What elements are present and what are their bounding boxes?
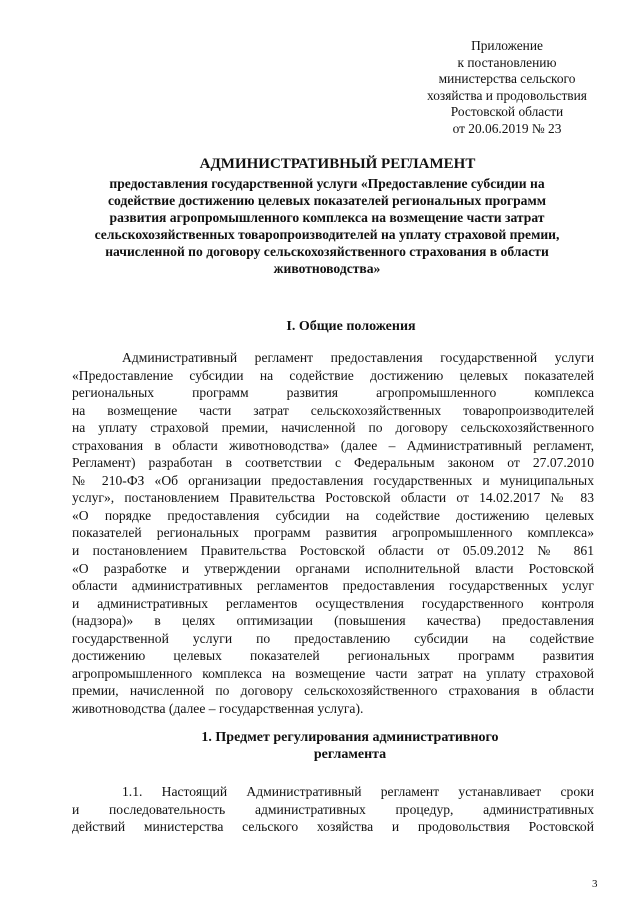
paragraph-line: Административный регламент предоставления государственной услуги: [122, 350, 594, 365]
paragraph-line: на уплату страховой премии, начисленной по договору сельскохозяйственного: [72, 420, 594, 436]
paragraph-line: «О разработке и утверждении органами исполнительной власти Ростовской: [72, 560, 594, 576]
document-subtitle: [62, 175, 592, 278]
appendix-line: Приложение: [471, 38, 543, 53]
subsection-heading-line: регламента: [313, 747, 387, 762]
section-paragraph: [72, 349, 594, 717]
paragraph-line: области административных регламентов предоставления государственных услуг: [72, 578, 594, 594]
subtitle-line: животноводства»: [273, 261, 381, 277]
subsection-paragraph: [72, 783, 594, 836]
subtitle-line: развития агропромышленного комплекса на возмещение части затрат: [109, 210, 545, 226]
paragraph-line: «Предоставление субсидии на содействие достижению целевых показателей: [72, 367, 594, 383]
paragraph-line: Регламент) разработан в соответствии с Федеральным законом от 27.07.2010: [72, 455, 594, 471]
paragraph-line: 1.1. Настоящий Административный регламент устанавливает сроки: [122, 784, 594, 799]
appendix-line: Ростовской области: [450, 104, 564, 120]
appendix-line: хозяйства и продовольствия: [427, 87, 587, 103]
section-heading: I. Общие положения: [286, 319, 416, 334]
paragraph-line: животноводства (далее – государственная услуга).: [72, 700, 364, 716]
paragraph-line: услуг», постановлением Правительства Ростовской области от 14.02.2017 № 83: [72, 490, 594, 506]
paragraph-line: и административных регламентов осуществления государственного контроля: [72, 595, 594, 611]
paragraph-line: действий министерства сельского хозяйства и продовольствия Ростовской: [72, 819, 594, 835]
subsection-heading-line: 1. Предмет регулирования административного: [201, 730, 499, 745]
subtitle-line: предоставления государственной услуги «Предоставление субсидии на: [109, 176, 545, 191]
appendix-line: министерства сельского: [438, 71, 576, 87]
paragraph-line: на возмещение части затрат сельскохозяйственных товаропроизводителей: [72, 402, 594, 418]
appendix-line: от 20.06.2019 № 23: [452, 120, 562, 136]
paragraph-line: «О порядке предоставления субсидии на содействие достижению целевых: [72, 507, 594, 523]
appendix-line: к постановлению: [457, 54, 557, 70]
paragraph-line: страхования в области животноводства» (далее – Административный регламент,: [72, 437, 594, 453]
subsection-heading: [0, 729, 640, 763]
paragraph-line: достижению целевых показателей региональных программ развития: [72, 648, 594, 664]
subtitle-line: содействие достижению целевых показателей региональных программ: [108, 193, 546, 209]
paragraph-line: государственной услуги по предоставлению субсидии на содействие: [72, 630, 594, 646]
paragraph-line: (надзора)» в целях оптимизации (повышения качества) предоставления: [72, 613, 594, 629]
paragraph-line: показателей региональных программ развития агропромышленного комплекса»: [72, 525, 594, 541]
page-number: 3: [592, 878, 598, 890]
document-title: АДМИНИСТРАТИВНЫЙ РЕГЛАМЕНТ: [199, 156, 476, 172]
appendix-block: [392, 38, 622, 138]
paragraph-line: региональных программ развития агропромышленного комплекса: [72, 385, 594, 401]
paragraph-line: и последовательность административных процедур, административных: [72, 801, 594, 817]
paragraph-line: агропромышленного комплекса на возмещение части затрат на уплату страховой: [72, 665, 594, 681]
subtitle-line: начисленной по договору сельскохозяйственного страхования в области: [105, 244, 549, 260]
paragraph-line: премии, начисленной по договору сельскохозяйственного страхования в области: [72, 683, 594, 699]
paragraph-line: № 210-ФЗ «Об организации предоставления государственных и муниципальных: [72, 472, 594, 488]
subtitle-line: сельскохозяйственных товаропроизводителей на уплату страховой премии,: [94, 227, 560, 243]
paragraph-line: и постановлением Правительства Ростовской области от 05.09.2012 № 861: [72, 543, 594, 559]
